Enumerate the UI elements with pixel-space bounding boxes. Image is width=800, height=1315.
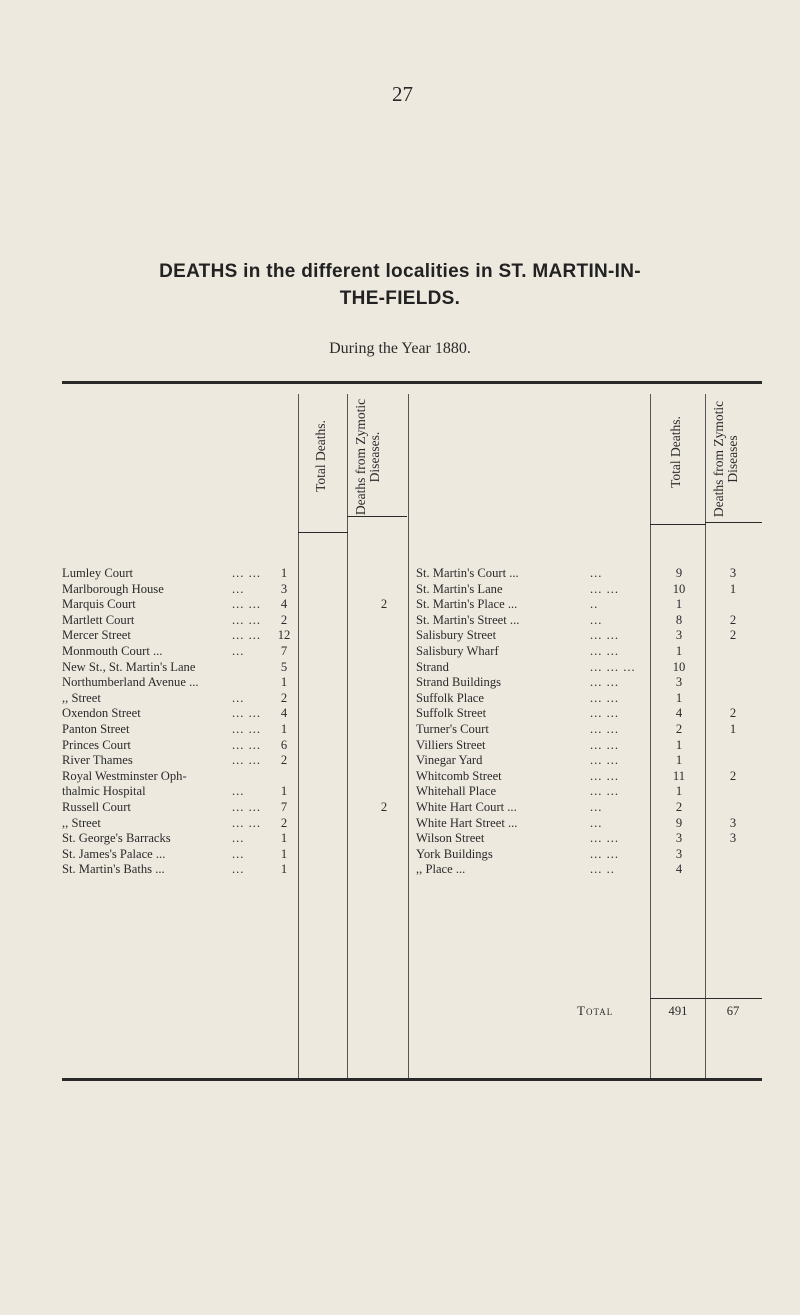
table-row (0, 597, 800, 612)
table-top-rule (62, 381, 762, 384)
leader-dots: ... ... (232, 800, 262, 814)
locality-name: Oxendon Street (62, 706, 141, 721)
leader-dots: ... ... (232, 737, 262, 752)
locality-name: Suffolk Street (416, 706, 487, 721)
locality-name: Northumberland Avenue ... (62, 675, 199, 690)
table-row (0, 800, 800, 815)
zymotic-cell: 2 (729, 612, 737, 627)
total-deaths-cell: 7 (280, 800, 288, 814)
locality-name: Royal Westminster Oph- (62, 768, 187, 783)
leader-dots: ... ... (590, 784, 620, 799)
table-row (0, 816, 800, 831)
leader-dots: ... ... (232, 566, 262, 580)
total-zymotic-value: 67 (726, 1004, 740, 1018)
zymotic-cell: 3 (729, 566, 737, 580)
total-deaths-cell: 10 (672, 581, 686, 596)
leader-dots: ... (232, 784, 245, 799)
locality-name: Strand (416, 659, 449, 674)
table-row (0, 831, 800, 846)
total-deaths-cell: 1 (280, 722, 288, 736)
locality-name: New St., St. Martin's Lane (62, 659, 196, 674)
leader-dots: ... (232, 644, 245, 658)
table-row (0, 738, 800, 753)
zymotic-cell: 2 (729, 768, 737, 783)
locality-name: Panton Street (62, 722, 130, 736)
total-deaths-cell: 1 (280, 862, 288, 877)
total-rule (650, 998, 762, 999)
leader-dots: ... (232, 846, 245, 861)
total-deaths-cell: 2 (280, 612, 288, 627)
zymotic-cell: 2 (729, 706, 737, 721)
locality-name: Russell Court (62, 800, 131, 814)
table-row (0, 862, 800, 877)
leader-dots: ... ... (232, 612, 262, 627)
locality-name: Whitehall Place (416, 784, 497, 799)
total-deaths-cell: 2 (280, 753, 288, 768)
header-underline-right-zymotic (705, 522, 762, 523)
locality-name: thalmic Hospital (62, 784, 146, 799)
header-underline-right-total (650, 524, 706, 525)
page-subtitle: During the Year 1880. (329, 340, 471, 357)
table-row (0, 706, 800, 721)
leader-dots: ... ... (590, 846, 620, 861)
locality-name: Villiers Street (416, 737, 486, 752)
total-deaths-cell: 2 (280, 690, 288, 705)
total-deaths-cell: 4 (675, 706, 683, 721)
locality-name: Whitcomb Street (416, 768, 502, 783)
table-row (0, 582, 800, 597)
title-line-1: DEATHS in the different localities in ST. MARTIN-IN- (159, 261, 641, 282)
total-deaths-cell: 3 (675, 628, 683, 643)
page-number: 27 (392, 82, 413, 106)
locality-name: Marquis Court (62, 597, 136, 612)
locality-name: White Hart Court ... (416, 800, 517, 814)
locality-name: Monmouth Court ... (62, 644, 163, 658)
total-deaths-cell: 4 (280, 597, 288, 612)
total-deaths-cell: 3 (675, 675, 683, 690)
locality-name: Wilson Street (416, 831, 485, 846)
locality-name: St. James's Palace ... (62, 846, 166, 861)
locality-name: ,, Street (62, 690, 101, 705)
header-underline-left-total (298, 532, 348, 533)
locality-name: River Thames (62, 753, 133, 768)
leader-dots: ... ... (590, 644, 620, 658)
locality-name: St. Martin's Place ... (416, 597, 518, 612)
leader-dots: ... ... (590, 690, 620, 705)
table-row (0, 847, 800, 862)
locality-name: Salisbury Street (416, 628, 497, 643)
total-deaths-cell: 3 (675, 831, 683, 846)
total-deaths-cell: 3 (675, 846, 683, 861)
leader-dots: ... ... (232, 706, 262, 721)
table-row (0, 628, 800, 643)
table-row (0, 722, 800, 737)
table-row (0, 675, 800, 690)
total-deaths-cell: 1 (675, 784, 683, 799)
title-line-2: THE-FIELDS. (339, 288, 461, 309)
locality-name: Turner's Court (416, 722, 489, 736)
zymotic-cell: 1 (729, 581, 737, 596)
locality-name: St. Martin's Street ... (416, 612, 520, 627)
locality-name: St. Martin's Court ... (416, 566, 519, 580)
total-deaths-cell: 1 (280, 784, 288, 799)
total-deaths-cell: 7 (280, 644, 288, 658)
total-deaths-cell: 9 (675, 815, 683, 830)
leader-dots: ... ... (590, 722, 620, 736)
leader-dots: ... (232, 862, 245, 877)
total-deaths-cell: 2 (675, 722, 683, 736)
leader-dots: ... ... (232, 628, 262, 643)
table-row (0, 566, 800, 581)
locality-name: ,, Place ... (416, 862, 466, 877)
total-deaths-cell: 3 (280, 581, 288, 596)
total-deaths-cell: 2 (675, 800, 683, 814)
total-deaths-cell: 1 (280, 566, 288, 580)
locality-name: Princes Court (62, 737, 131, 752)
total-deaths-cell: 1 (675, 737, 683, 752)
table-row (0, 644, 800, 659)
leader-dots: ... (590, 815, 603, 830)
leader-dots: ... ... (590, 706, 620, 721)
locality-name: York Buildings (416, 846, 493, 861)
locality-name: St. Martin's Baths ... (62, 862, 165, 877)
zymotic-cell: 1 (729, 722, 737, 736)
header-left-zymotic: Deaths from Zymotic Diseases. (353, 398, 382, 516)
locality-name: Strand Buildings (416, 675, 502, 690)
total-deaths-cell: 12 (277, 628, 291, 643)
total-label: Total (577, 1003, 614, 1018)
leader-dots: ... (590, 800, 603, 814)
header-right-total-deaths: Total Deaths. (668, 416, 683, 488)
leader-dots: ... ... (232, 753, 262, 768)
total-deaths-cell: 10 (672, 659, 686, 674)
locality-name: ,, Street (62, 815, 101, 830)
locality-name: St. Martin's Lane (416, 581, 503, 596)
total-deaths-cell: 1 (280, 846, 288, 861)
leader-dots: ... (590, 612, 603, 627)
total-deaths-cell: 5 (280, 659, 288, 674)
leader-dots: ... (590, 566, 603, 580)
locality-name: Marlborough House (62, 581, 164, 596)
total-deaths-cell: 8 (675, 612, 683, 627)
leader-dots: ... ... (590, 581, 620, 596)
page-title (0, 258, 800, 312)
table-row (0, 613, 800, 628)
table-bottom-rule (62, 1078, 762, 1081)
locality-name: St. George's Barracks (62, 831, 171, 846)
zymotic-cell: 2 (380, 800, 388, 814)
locality-name: Salisbury Wharf (416, 644, 499, 658)
table-row (0, 691, 800, 706)
locality-name: Suffolk Place (416, 690, 484, 705)
leader-dots: ... ... (232, 815, 262, 830)
leader-dots: ... ... (590, 768, 620, 783)
leader-dots: .. (590, 597, 599, 612)
locality-name: White Hart Street ... (416, 815, 518, 830)
leader-dots: ... ... (590, 628, 620, 643)
leader-dots: ... .. (590, 862, 615, 877)
total-deaths-cell: 2 (280, 815, 288, 830)
total-deaths-cell: 1 (675, 690, 683, 705)
total-deaths-cell: 6 (280, 737, 288, 752)
leader-dots: ... ... (590, 753, 620, 768)
zymotic-cell: 3 (729, 831, 737, 846)
leader-dots: ... ... (590, 831, 620, 846)
locality-name: Mercer Street (62, 628, 131, 643)
total-deaths-cell: 1 (675, 753, 683, 768)
total-deaths-cell: 1 (675, 597, 683, 612)
total-deaths-cell: 4 (675, 862, 683, 877)
leader-dots: ... (232, 690, 245, 705)
table-row (0, 769, 800, 784)
zymotic-cell: 2 (380, 597, 388, 612)
leader-dots: ... (232, 581, 245, 596)
total-deaths-value: 491 (668, 1004, 688, 1018)
total-deaths-cell: 1 (675, 644, 683, 658)
total-deaths-cell: 4 (280, 706, 288, 721)
total-deaths-cell: 1 (280, 675, 288, 690)
leader-dots: ... ... ... (590, 659, 636, 674)
total-deaths-cell: 11 (672, 768, 686, 783)
leader-dots: ... ... (232, 722, 262, 736)
total-deaths-cell: 1 (280, 831, 288, 846)
locality-name: Vinegar Yard (416, 753, 483, 768)
total-row (0, 1004, 800, 1019)
locality-name: Martlett Court (62, 612, 135, 627)
header-left-total-deaths: Total Deaths. (313, 420, 328, 492)
leader-dots: ... (232, 831, 245, 846)
zymotic-cell: 3 (729, 815, 737, 830)
table-row (0, 753, 800, 768)
header-right-zymotic: Deaths from Zymotic Diseases (711, 400, 740, 518)
leader-dots: ... ... (232, 597, 262, 612)
table-row (0, 660, 800, 675)
locality-name: Lumley Court (62, 566, 134, 580)
leader-dots: ... ... (590, 675, 620, 690)
zymotic-cell: 2 (729, 628, 737, 643)
table-row (0, 784, 800, 799)
leader-dots: ... ... (590, 737, 620, 752)
total-deaths-cell: 9 (675, 566, 683, 580)
